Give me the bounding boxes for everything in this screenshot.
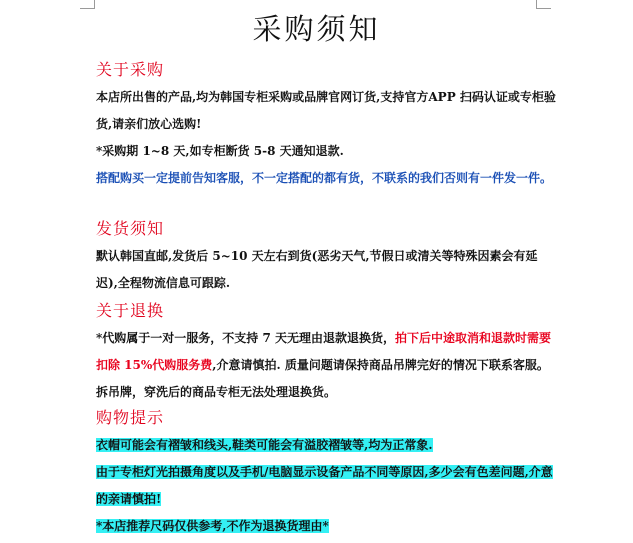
highlighted-tip: *本店推荐尺码仅供参考,不作为退换货理由*: [96, 519, 329, 533]
section-heading: 关于退换: [96, 301, 165, 320]
paragraph-note: 搭配购买一定提前告知客服，不一定搭配的都有货，不联系的我们否则有一件发一件。: [96, 171, 553, 185]
highlighted-tip: 衣帽可能会有褶皱和线头,鞋类可能会有溢胶褶皱等,均为正常象.: [96, 438, 433, 452]
highlighted-tip: 由于专柜灯光拍摄角度以及手机/电脑显示设备产品不同等原因,多少会有色差问题,介意的亲请慎拍!: [96, 465, 553, 506]
section-purchase: [96, 57, 556, 192]
paragraph: 本店所出售的产品,均为韩国专柜采购或品牌官网订货,支持官方APP 扫码认证或专柜验货,请亲们放心选购!: [96, 90, 556, 131]
page-title: 采购须知: [252, 12, 381, 46]
section-heading: 购物提示: [96, 408, 165, 427]
paragraph: 默认韩国直邮,发货后 5~10 天左右到货(恶劣天气,节假日或清关等特殊因素会有延迟),全程物流信息可跟踪.: [96, 249, 538, 290]
section-shopping-tips: [96, 405, 556, 540]
paragraph: [96, 513, 556, 540]
section-heading: 关于采购: [96, 60, 165, 79]
returns-text-c: ,介意请慎拍. 质量问题请保持商品吊牌完好的情况下联系客服。拆吊牌，穿洗后的商品专柜无法处理退换货。: [96, 358, 549, 399]
returns-warning: 拍下后中途取消和退款时需要扣除 15%代购服务费: [96, 331, 551, 372]
section-shipping: [96, 216, 556, 297]
section-returns: [96, 298, 556, 406]
section-heading: 发货须知: [96, 219, 165, 238]
paragraph: [96, 432, 556, 459]
paragraph: [96, 459, 556, 513]
returns-text-a: *代购属于一对一服务，不支持 7 天无理由退款退换货，: [96, 331, 395, 345]
paragraph: [96, 325, 556, 406]
paragraph: *采购期 1~8 天,如专柜断货 5-8 天通知退款.: [96, 144, 344, 158]
